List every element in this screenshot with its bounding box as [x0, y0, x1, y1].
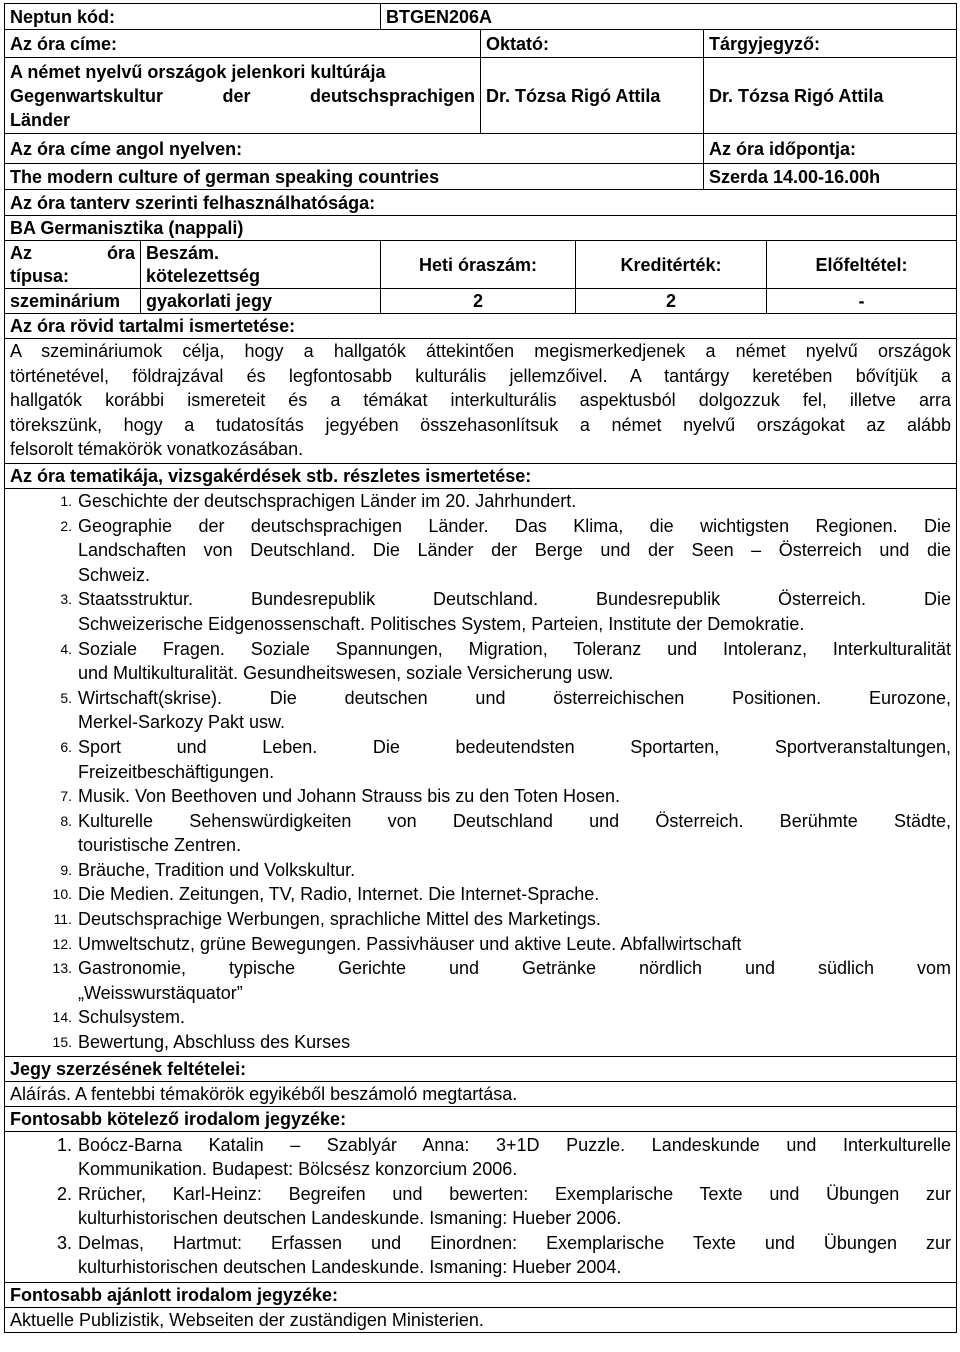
course-title-line: Länder — [10, 109, 71, 130]
usability-value: BA Germanisztika (nappali) — [5, 216, 957, 241]
literature-item — [10, 1255, 951, 1280]
grading-value: Aláírás. A fentebbi témakörök egyikéből beszámoló megtartása. — [5, 1081, 957, 1106]
required-literature-label-row — [5, 1106, 957, 1131]
topic-item-number — [10, 710, 78, 735]
course-type-value-row — [5, 289, 957, 314]
prerequisite-label: Előfeltétel: — [767, 241, 957, 289]
topic-item — [10, 833, 951, 858]
topic-item-number: 8. — [60, 812, 72, 829]
topic-item-text: Freizeitbeschäftigungen. — [78, 761, 275, 782]
topic-item-text: Schweizerische Eidgenossenschaft. Politisches System, Parteien, Institute der Demokratie. — [78, 613, 805, 634]
label-line: kötelezettség — [146, 265, 261, 286]
neptun-label: Neptun kód: — [5, 4, 381, 30]
recommended-literature-label: Fontosabb ajánlott irodalom jegyzéke: — [5, 1282, 957, 1307]
topic-item-text: Kulturelle Sehenswürdigkeiten von Deutschland und Österreich. Berühmte Städte, — [78, 810, 951, 831]
recommended-literature-label-row — [5, 1282, 957, 1307]
teacher-name: Dr. Tózsa Rigó Attila — [481, 58, 704, 134]
topic-item — [10, 809, 951, 834]
topic-item — [10, 858, 951, 883]
summary-line: felsorolt témakörök vonatkozásában. — [10, 439, 304, 460]
topic-item-text: Schulsystem. — [78, 1007, 186, 1028]
literature-item-number: 2. — [56, 1183, 72, 1204]
title-word: der — [222, 85, 251, 106]
topic-item-number: 9. — [60, 861, 72, 878]
required-literature-label: Fontosabb kötelező irodalom jegyzéke: — [5, 1106, 957, 1131]
topic-item — [10, 661, 951, 686]
topic-item — [10, 784, 951, 809]
topics-label: Az óra tematikája, vizsgakérdések stb. részletes ismertetése: — [5, 463, 957, 488]
weekly-hours-label: Heti óraszám: — [381, 241, 576, 289]
course-title-line: A német nyelvű országok jelenkori kultúrája — [10, 61, 386, 82]
topic-item-text: Bräuche, Tradition und Volkskultur. — [78, 859, 356, 880]
topics-row — [5, 488, 957, 1056]
course-title — [5, 58, 481, 134]
topic-item-number: 5. — [60, 689, 72, 706]
topic-item-number: 13. — [52, 960, 72, 977]
english-title-label: Az óra címe angol nyelven: — [5, 134, 704, 164]
label-word: típusa: — [10, 265, 70, 286]
topic-item-number: 1. — [60, 492, 72, 509]
required-literature-cell — [5, 1131, 957, 1282]
summary-label-row — [5, 314, 957, 339]
topic-item-text: und Multikulturalität. Gesundheitswesen, soziale Versicherung usw. — [78, 663, 614, 684]
topic-item — [10, 489, 951, 514]
topic-item-text: Bewertung, Abschluss des Kurses — [78, 1032, 351, 1053]
credit-label: Kreditérték: — [576, 241, 767, 289]
title-word: Gegenwartskultur — [10, 85, 164, 106]
title-label: Az óra címe: — [5, 30, 481, 58]
topic-item-text: Wirtschaft(skrise). Die deutschen und österreichischen Positionen. Eurozone, — [78, 687, 951, 708]
literature-item-text: Boócz-Barna Katalin – Szablyár Anna: 3+1D Puzzle. Landeskunde und Interkulturelle — [78, 1134, 951, 1155]
topic-item-number — [10, 563, 78, 588]
topic-item — [10, 710, 951, 735]
topic-item-number — [10, 760, 78, 785]
topics-label-row — [5, 463, 957, 488]
topic-item-number: 6. — [60, 738, 72, 755]
literature-item-number: 1. — [56, 1134, 72, 1155]
topic-item-text: Geographie der deutschsprachigen Länder. Das Klima, die wichtigsten Regionen. Die — [78, 515, 951, 536]
topic-item-text: Gastronomie, typische Gerichte und Getränke nördlich und südlich vom — [78, 958, 951, 979]
topic-item-text: Musik. Von Beethoven und Johann Strauss bis zu den Toten Hosen. — [78, 786, 621, 807]
required-literature-list — [10, 1133, 951, 1280]
grading-value-row — [5, 1081, 957, 1106]
english-title-label-row — [5, 134, 957, 164]
literature-item-number — [10, 1206, 78, 1231]
summary-line: A szemináriumok célja, hogy a hallgatók áttekintően megismerkedjenek a német nyelvű országok — [10, 341, 951, 361]
recommended-literature-value-row — [5, 1307, 957, 1332]
literature-item — [10, 1182, 951, 1207]
course-title-line — [10, 84, 475, 108]
english-title-value-row — [5, 164, 957, 190]
title-value-row — [5, 58, 957, 134]
topic-item-number — [10, 661, 78, 686]
topic-item-number: 4. — [60, 640, 72, 657]
time-label: Az óra időpontja: — [704, 134, 957, 164]
topic-item — [10, 956, 951, 981]
grading-label: Jegy szerzésének feltételei: — [5, 1056, 957, 1081]
topic-item-text: „Weisswurstäquator” — [78, 982, 243, 1003]
recorder-label: Tárgyjegyző: — [704, 30, 957, 58]
topic-item — [10, 686, 951, 711]
topic-item-number: 2. — [60, 517, 72, 534]
topic-item-number — [10, 981, 78, 1006]
title-word: deutschsprachigen — [309, 85, 475, 106]
topic-item-text: Schweiz. — [78, 564, 151, 585]
topic-item-text: Deutschsprachige Werbungen, sprachliche Mittel des Marketings. — [78, 909, 601, 930]
topic-item-number — [10, 538, 78, 563]
label-word: óra — [106, 242, 135, 263]
topic-item — [10, 932, 951, 957]
usability-label-row — [5, 190, 957, 216]
literature-item — [10, 1133, 951, 1158]
topic-item — [10, 514, 951, 539]
exam-type-value: gyakorlati jegy — [141, 289, 381, 314]
literature-item-text: Rrücher, Karl-Heinz: Begreifen und bewerten: Exemplarische Texte und Übungen zur — [78, 1183, 951, 1204]
usability-value-row — [5, 216, 957, 241]
label-line: Beszám. — [146, 242, 220, 263]
topic-item-number: 14. — [52, 1009, 72, 1026]
topic-item — [10, 1030, 951, 1055]
topic-item — [10, 612, 951, 637]
literature-item-text: Kommunikation. Budapest: Bölcsész konzorcium 2006. — [78, 1159, 518, 1180]
credit-value: 2 — [576, 289, 767, 314]
required-literature-row — [5, 1131, 957, 1282]
topic-item-text: Geschichte der deutschsprachigen Länder im 20. Jahrhundert. — [78, 490, 577, 511]
topic-item-text: Umweltschutz, grüne Bewegungen. Passivhäuser und aktive Leute. Abfallwirtschaft — [78, 933, 742, 954]
topic-item-number: 3. — [60, 591, 72, 608]
topic-item — [10, 760, 951, 785]
exam-type-label — [141, 241, 381, 289]
literature-item-number — [10, 1255, 78, 1280]
literature-item — [10, 1157, 951, 1182]
topic-item — [10, 538, 951, 563]
summary-line: törekszünk, hogy a tudatosítás jegyében összehasonlítsuk a német nyelvű országokat az alább — [10, 414, 951, 435]
topic-item-number: 7. — [60, 788, 72, 805]
course-time: Szerda 14.00-16.00h — [704, 164, 957, 190]
literature-item-text: kulturhistorischen deutschen Landeskunde. Ismaning: Hueber 2004. — [78, 1257, 622, 1278]
topic-item — [10, 563, 951, 588]
recorder-name: Dr. Tózsa Rigó Attila — [704, 58, 957, 134]
course-type-value: szeminárium — [5, 289, 141, 314]
topic-item-text: Landschaften von Deutschland. Die Länder der Berge und der Seen – Österreich und die — [78, 540, 951, 561]
topic-item — [10, 735, 951, 760]
literature-item-text: Delmas, Hartmut: Erfassen und Einordnen: Exemplarische Texte und Übungen zur — [78, 1232, 951, 1253]
recommended-literature-value: Aktuelle Publizistik, Webseiten der zuständigen Ministerien. — [5, 1307, 957, 1332]
topic-item-text: Soziale Fragen. Soziale Spannungen, Migration, Toleranz und Intoleranz, Interkulturalität — [78, 638, 951, 659]
course-type-header-row — [5, 241, 957, 289]
topic-item — [10, 981, 951, 1006]
summary-row — [5, 339, 957, 464]
topic-item-number: 15. — [52, 1034, 72, 1051]
summary-label: Az óra rövid tartalmi ismertetése: — [5, 314, 957, 339]
label-word: Az — [10, 242, 32, 263]
course-sheet-table — [4, 3, 957, 1333]
topic-item-text: Staatsstruktur. Bundesrepublik Deutschland. Bundesrepublik Österreich. Die — [78, 589, 951, 610]
summary-line: hallgatók korábbi ismereteit és a témákat interkulturális aspektusból dolgozzuk fel, illetve arra — [10, 390, 951, 411]
grading-label-row — [5, 1056, 957, 1081]
topic-item-number — [10, 833, 78, 858]
topic-item — [10, 637, 951, 662]
topic-item-number: 12. — [52, 935, 72, 952]
topic-item-number: 11. — [53, 911, 72, 928]
topics-list — [10, 489, 951, 1055]
topic-item — [10, 907, 951, 932]
english-title: The modern culture of german speaking countries — [5, 164, 704, 190]
topic-item-number: 10. — [52, 886, 72, 903]
teacher-label: Oktató: — [481, 30, 704, 58]
neptun-row — [5, 4, 957, 30]
topic-item — [10, 882, 951, 907]
literature-item-text: kulturhistorischen deutschen Landeskunde. Ismaning: Hueber 2006. — [78, 1208, 622, 1229]
topic-item — [10, 1005, 951, 1030]
literature-item-number — [10, 1157, 78, 1182]
neptun-value: BTGEN206A — [381, 4, 957, 30]
topic-item-text: Sport und Leben. Die bedeutendsten Sportarten, Sportveranstaltungen, — [78, 736, 951, 757]
literature-item — [10, 1206, 951, 1231]
topic-item-text: touristische Zentren. — [78, 835, 242, 856]
summary-line: történetével, földrajzával és legfontosabb kulturális jellemzőivel. A tantárgy keretében bővítjük a — [10, 365, 951, 386]
topic-item-text: Die Medien. Zeitungen, TV, Radio, Internet. Die Internet-Sprache. — [78, 884, 600, 905]
topic-item-number — [10, 612, 78, 637]
literature-item — [10, 1231, 951, 1256]
topic-item — [10, 587, 951, 612]
prerequisite-value: - — [767, 289, 957, 314]
topics-cell — [5, 488, 957, 1056]
title-label-row — [5, 30, 957, 58]
literature-item-number: 3. — [56, 1232, 72, 1253]
summary-text — [5, 339, 957, 464]
course-type-label — [5, 241, 141, 289]
topic-item-text: Merkel-Sarkozy Pakt usw. — [78, 712, 286, 733]
weekly-hours-value: 2 — [381, 289, 576, 314]
usability-label: Az óra tanterv szerinti felhasználhatósága: — [5, 190, 957, 216]
